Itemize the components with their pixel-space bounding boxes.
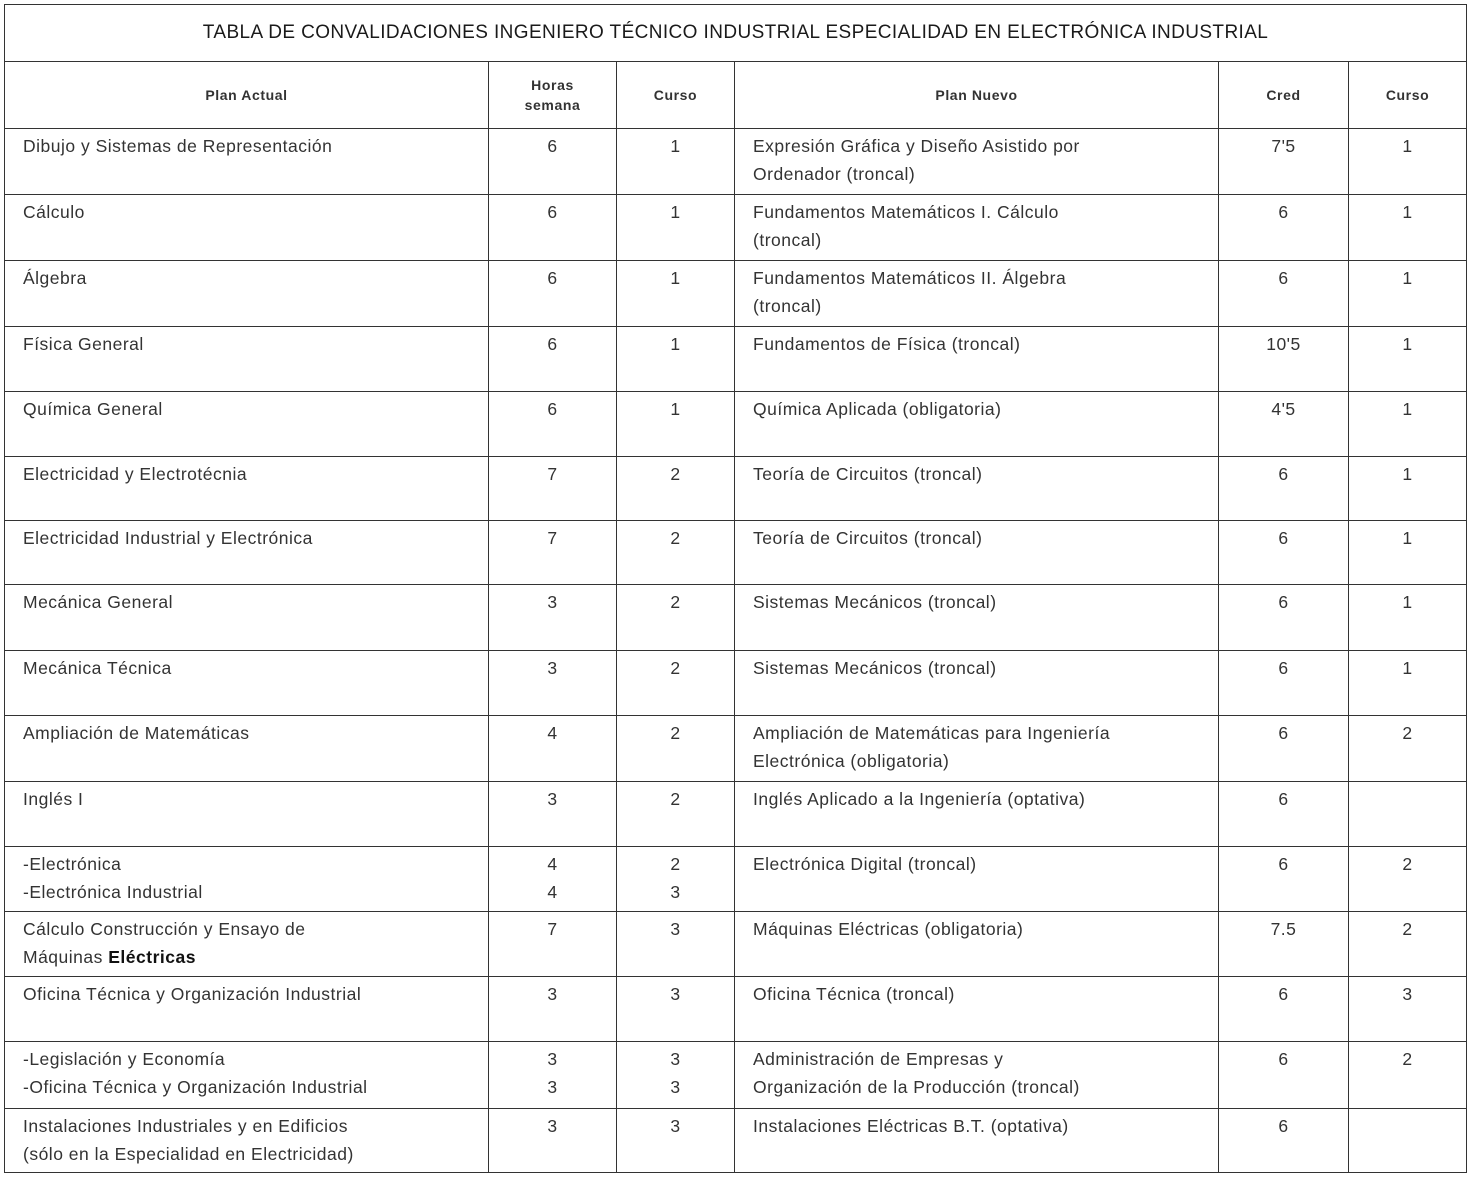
plan-nuevo-cell: Fundamentos Matemáticos II. Álgebra (troncal) [735,261,1219,327]
horas-cell: 7 [489,457,617,521]
curso-actual-cell: 3 3 [617,1042,735,1109]
plan-actual-cell: Álgebra [5,261,489,327]
plan-actual-cell: Química General [5,392,489,457]
cred-cell: 6 [1219,716,1349,782]
curso-nuevo-cell [1349,782,1467,847]
header-horas-semana: Horas semana [489,62,617,129]
curso-actual-cell: 2 [617,457,735,521]
plan-nuevo-cell: Electrónica Digital (troncal) [735,847,1219,912]
convalidation-document [4,4,1466,1173]
cred-cell: 10'5 [1219,327,1349,392]
table-row [5,651,1467,716]
table-row [5,457,1467,521]
curso-nuevo-cell: 2 [1349,1042,1467,1109]
curso-actual-cell: 1 [617,327,735,392]
curso-actual-cell: 2 [617,585,735,651]
curso-actual-cell: 1 [617,261,735,327]
header-row [5,62,1467,129]
plan-nuevo-cell: Inglés Aplicado a la Ingeniería (optativa) [735,782,1219,847]
curso-actual-cell: 2 [617,521,735,585]
cred-cell: 6 [1219,977,1349,1042]
curso-nuevo-cell: 2 [1349,912,1467,977]
table-row [5,1042,1467,1109]
plan-actual-cell: Dibujo y Sistemas de Representación [5,129,489,195]
horas-cell: 4 4 [489,847,617,912]
plan-nuevo-cell: Instalaciones Eléctricas B.T. (optativa) [735,1109,1219,1173]
table-row [5,782,1467,847]
plan-actual-cell: Electricidad y Electrotécnia [5,457,489,521]
horas-cell: 4 [489,716,617,782]
plan-actual-cell: Ampliación de Matemáticas [5,716,489,782]
curso-nuevo-cell: 2 [1349,847,1467,912]
plan-actual-cell: -Legislación y Economía -Oficina Técnica y Organización Industrial [5,1042,489,1109]
plan-actual-cell: Electricidad Industrial y Electrónica [5,521,489,585]
curso-nuevo-cell: 1 [1349,392,1467,457]
curso-nuevo-cell: 2 [1349,716,1467,782]
curso-actual-cell: 2 3 [617,847,735,912]
curso-nuevo-cell: 1 [1349,327,1467,392]
cred-cell: 6 [1219,1042,1349,1109]
horas-cell: 6 [489,327,617,392]
table-row [5,521,1467,585]
plan-nuevo-cell: Oficina Técnica (troncal) [735,977,1219,1042]
curso-actual-cell: 1 [617,129,735,195]
cred-cell: 7'5 [1219,129,1349,195]
plan-actual-cell: Cálculo Construcción y Ensayo de Máquinas Eléctricas [5,912,489,977]
table-row [5,392,1467,457]
curso-nuevo-cell: 3 [1349,977,1467,1042]
plan-nuevo-cell: Administración de Empresas y Organización de la Producción (troncal) [735,1042,1219,1109]
curso-nuevo-cell: 1 [1349,129,1467,195]
plan-nuevo-cell: Química Aplicada (obligatoria) [735,392,1219,457]
plan-actual-cell: Física General [5,327,489,392]
table-row [5,847,1467,912]
plan-actual-cell: Mecánica Técnica [5,651,489,716]
header-cred: Cred [1219,62,1349,129]
curso-nuevo-cell: 1 [1349,651,1467,716]
header-plan-nuevo: Plan Nuevo [735,62,1219,129]
horas-cell: 6 [489,392,617,457]
table-row [5,1109,1467,1173]
curso-nuevo-cell [1349,1109,1467,1173]
plan-nuevo-cell: Ampliación de Matemáticas para Ingeniería Electrónica (obligatoria) [735,716,1219,782]
horas-cell: 7 [489,912,617,977]
table-row [5,129,1467,195]
cred-cell: 6 [1219,261,1349,327]
horas-cell: 3 [489,585,617,651]
plan-nuevo-cell: Teoría de Circuitos (troncal) [735,457,1219,521]
plan-nuevo-cell: Fundamentos de Física (troncal) [735,327,1219,392]
horas-cell: 3 [489,977,617,1042]
convalidation-table [4,4,1467,1173]
table-title: TABLA DE CONVALIDACIONES INGENIERO TÉCNICO INDUSTRIAL ESPECIALIDAD EN ELECTRÓNICA INDUSTRIAL [5,5,1467,62]
cred-cell: 6 [1219,195,1349,261]
cred-cell: 4'5 [1219,392,1349,457]
curso-nuevo-cell: 1 [1349,585,1467,651]
header-curso-nuevo: Curso [1349,62,1467,129]
curso-nuevo-cell: 1 [1349,457,1467,521]
table-row [5,195,1467,261]
table-row [5,327,1467,392]
curso-actual-cell: 3 [617,912,735,977]
plan-actual-cell: Oficina Técnica y Organización Industrial [5,977,489,1042]
horas-cell: 6 [489,261,617,327]
curso-actual-cell: 2 [617,651,735,716]
cred-cell: 6 [1219,521,1349,585]
horas-cell: 3 [489,1109,617,1173]
plan-nuevo-cell: Sistemas Mecánicos (troncal) [735,585,1219,651]
curso-nuevo-cell: 1 [1349,195,1467,261]
cred-cell: 6 [1219,847,1349,912]
plan-nuevo-cell: Teoría de Circuitos (troncal) [735,521,1219,585]
cred-cell: 6 [1219,782,1349,847]
plan-actual-cell: Mecánica General [5,585,489,651]
curso-actual-cell: 1 [617,392,735,457]
plan-nuevo-cell: Sistemas Mecánicos (troncal) [735,651,1219,716]
cred-cell: 6 [1219,457,1349,521]
plan-actual-cell: Instalaciones Industriales y en Edificios (sólo en la Especialidad en Electricidad) [5,1109,489,1173]
header-curso-actual: Curso [617,62,735,129]
curso-actual-cell: 2 [617,782,735,847]
horas-cell: 3 3 [489,1042,617,1109]
bold-word: Eléctricas [108,947,196,967]
plan-actual-cell: Inglés I [5,782,489,847]
plan-nuevo-cell: Expresión Gráfica y Diseño Asistido por Ordenador (troncal) [735,129,1219,195]
table-row [5,585,1467,651]
horas-cell: 6 [489,195,617,261]
plan-actual-cell: -Electrónica -Electrónica Industrial [5,847,489,912]
curso-nuevo-cell: 1 [1349,261,1467,327]
curso-nuevo-cell: 1 [1349,521,1467,585]
horas-cell: 7 [489,521,617,585]
title-row [5,5,1467,62]
plan-nuevo-cell: Fundamentos Matemáticos I. Cálculo (troncal) [735,195,1219,261]
plan-nuevo-cell: Máquinas Eléctricas (obligatoria) [735,912,1219,977]
cred-cell: 6 [1219,1109,1349,1173]
horas-cell: 3 [489,651,617,716]
cred-cell: 6 [1219,585,1349,651]
horas-cell: 6 [489,129,617,195]
table-row [5,716,1467,782]
header-plan-actual: Plan Actual [5,62,489,129]
table-body [5,129,1467,1173]
cred-cell: 7.5 [1219,912,1349,977]
table-row [5,261,1467,327]
curso-actual-cell: 2 [617,716,735,782]
curso-actual-cell: 3 [617,977,735,1042]
plan-actual-cell: Cálculo [5,195,489,261]
curso-actual-cell: 1 [617,195,735,261]
curso-actual-cell: 3 [617,1109,735,1173]
table-row [5,977,1467,1042]
horas-cell: 3 [489,782,617,847]
table-row [5,912,1467,977]
cred-cell: 6 [1219,651,1349,716]
